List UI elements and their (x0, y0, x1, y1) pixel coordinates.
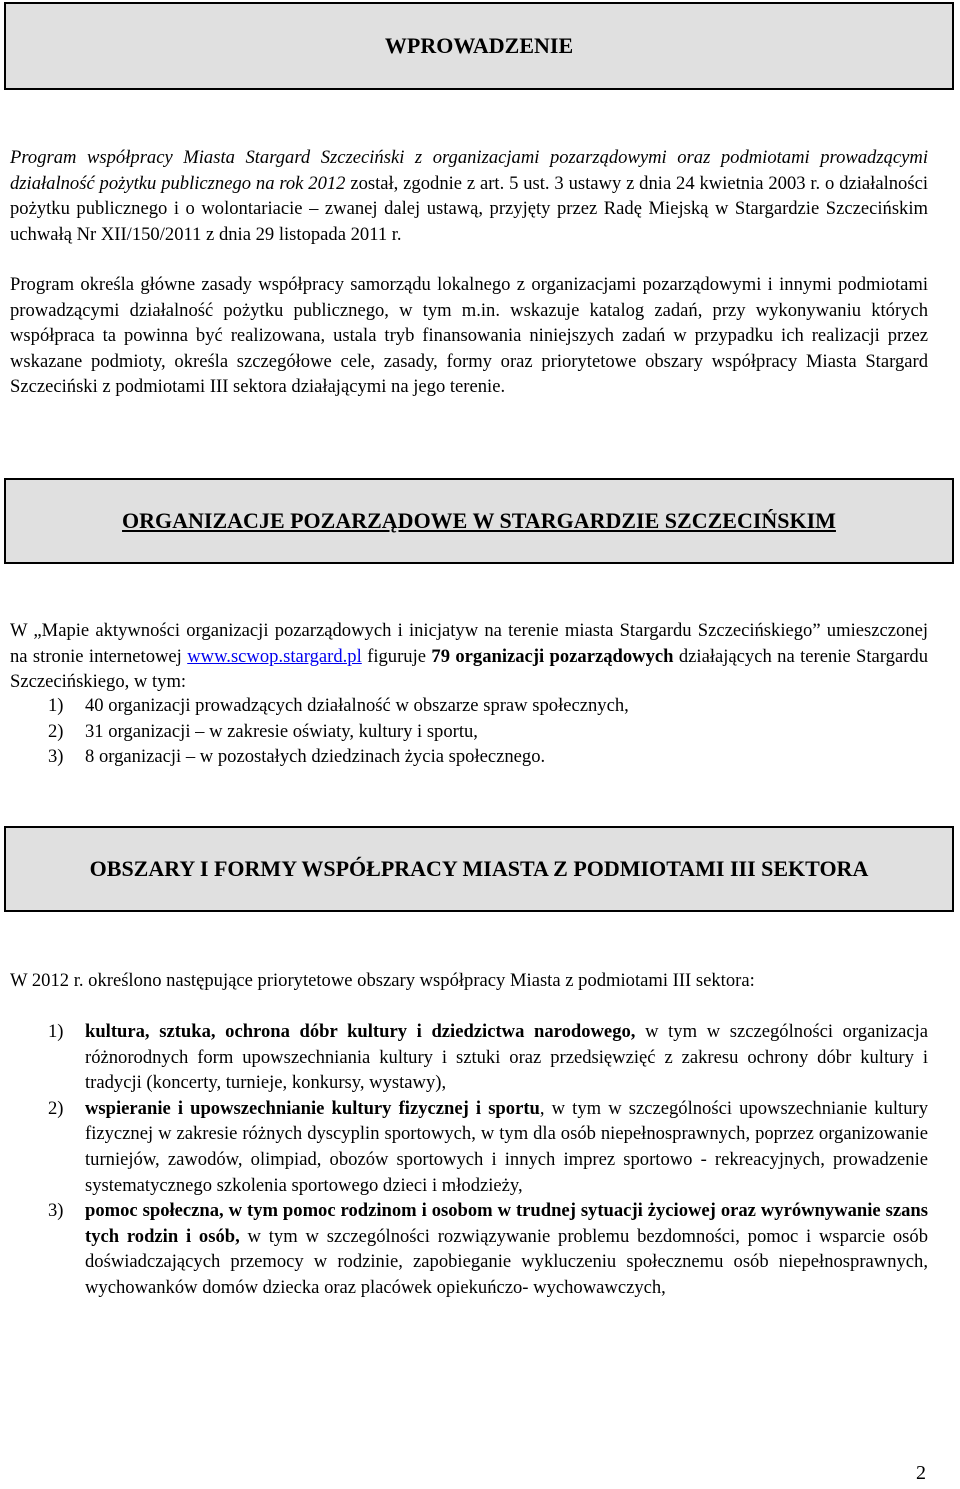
section2-heading-box (4, 478, 954, 564)
list-item-number: 2) (48, 720, 64, 742)
section3-heading: OBSZARY I FORMY WSPÓŁPRACY MIASTA Z PODMIOTAMI III SEKTORA (89, 856, 869, 881)
list-item (10, 1096, 928, 1198)
section1-heading: WPROWADZENIE (384, 33, 574, 58)
section2-intro (10, 618, 928, 695)
list-item-text: 8 organizacji – w pozostałych dziedzinach życia społecznego. (85, 746, 546, 768)
list-item-number: 1) (48, 695, 64, 716)
list-item (10, 1019, 928, 1096)
list-item-text: , w tym w szczególności upowszechnianie kultury fizycznej w zakresie różnych dyscyplin sportowych, w tym dla osób niepełnosprawnych, poprzez organizowanie turniejów, zawodów, olimpiad, obozów sportowych i innych imprez sportowo - rekreacyjnych, prowadzenie systematycznego szkolenia sportowego dzieci i młodzieży, (85, 1097, 928, 1196)
priority-areas-list (10, 1019, 928, 1301)
list-item-number: 3) (48, 1200, 64, 1222)
list-item-text: 40 organizacji prowadzących działalność w obszarze spraw społecznych, (85, 695, 629, 716)
section2-intro-b: figuruje (361, 645, 432, 667)
list-item (10, 719, 928, 745)
section1-paragraph-1 (10, 145, 928, 247)
list-item-number: 3) (48, 746, 64, 768)
organizations-list (10, 693, 928, 770)
program-title: Program współpracy Miasta Stargard Szczeciński z organizacjami pozarządowymi oraz podmiotami prowadzącymi działalność pożytku publicznego na rok 2012 (10, 147, 928, 194)
list-item-number: 2) (48, 1097, 64, 1119)
section2-heading: ORGANIZACJE POZARZĄDOWE W STARGARDZIE SZCZECIŃSKIM (122, 508, 836, 533)
section3-heading-box (4, 826, 954, 912)
organizations-count: 79 organizacji pozarządowych (431, 645, 674, 667)
list-item-text: w tym w szczególności rozwiązywanie problemu bezdomności, pomoc i wsparcie osób doświadczających przemocy w rodzinie, zapobieganie wykluczeniu społecznemu osób niepełnosprawnych, wychowanków domów dziecka oraz placówek opiekuńczo- wychowawczych, (85, 1225, 928, 1298)
scwop-link[interactable]: www.scwop.stargard.pl (187, 645, 362, 667)
list-item-text: w tym w szczególności organizacja różnorodnych form upowszechniania kultury i sztuki oraz przedsięwzięć z zakresu ochrony dóbr kultury i tradycji (koncerty, turnieje, konkursy, wystawy), (85, 1021, 928, 1094)
page-number: 2 (916, 1462, 926, 1484)
list-item (10, 1198, 928, 1300)
section1-heading-box (4, 2, 954, 90)
section1-paragraph-2: Program określa główne zasady współpracy samorządu lokalnego z organizacjami pozarządowymi i innymi podmiotami prowadzącymi działalność pożytku publicznego, w tym m.in. wskazuje katalog zadań, przy wykonywaniu których współpraca ta powinna być realizowana, ustala tryb finansowania niniejszych zadań w przypadku ich realizacji przez wskazane podmioty, określa szczegółowe cele, zasady, formy oraz priorytetowe obszary współpracy Miasta Stargard Szczeciński z podmiotami III sektora działającymi na jego terenie. (10, 274, 928, 398)
section3-intro: W 2012 r. określono następujące priorytetowe obszary współpracy Miasta z podmiotami III sektora: (10, 970, 755, 991)
section2-intro-a: W „Mapie aktywności organizacji pozarządowych i inicjatyw na terenie miasta Stargardu Szczecińskiego” umieszczonej na stronie internetowej (10, 620, 928, 667)
list-item-text: 31 organizacji – w zakresie oświaty, kultury i sportu, (85, 720, 478, 742)
list-item (10, 693, 928, 719)
list-item-number: 1) (48, 1021, 64, 1042)
list-item (10, 744, 928, 770)
section2-intro-c: działających na terenie Stargardu Szczecińskiego, w tym: (10, 645, 928, 693)
list-item-bold: kultura, sztuka, ochrona dóbr kultury i dziedzictwa narodowego, (85, 1021, 636, 1042)
list-item-bold: pomoc społeczna, w tym pomoc rodzinom i osobom w trudnej sytuacji życiowej oraz wyrównywanie szans tych rodzin i osób, (85, 1200, 928, 1247)
section1-paragraph-1-rest: został, zgodnie z art. 5 ust. 3 ustawy z dnia 24 kwietnia 2003 r. o działalności pożytku publicznego i o wolontariacie – zwanej dalej ustawą, przyjęty przez Radę Miejską w Stargardzie Szczecińskim uchwałą Nr XII/150/2011 z dnia 29 listopada 2011 r. (10, 172, 928, 245)
list-item-bold: wspieranie i upowszechnianie kultury fizycznej i sportu (85, 1097, 540, 1119)
